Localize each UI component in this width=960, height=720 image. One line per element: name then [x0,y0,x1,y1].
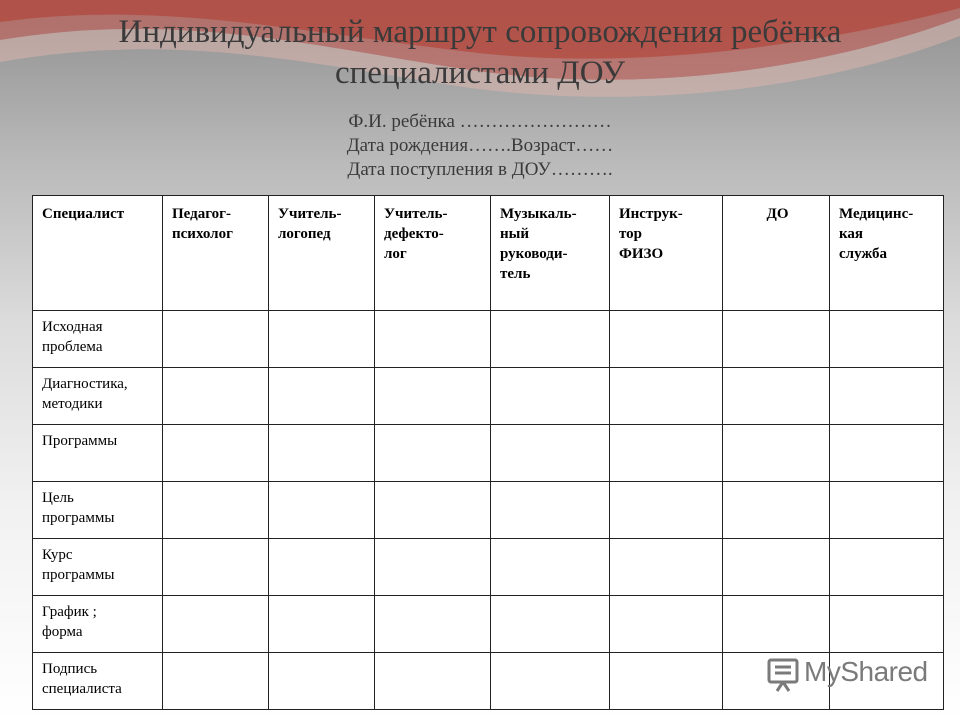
table-row [33,596,944,653]
table-cell-empty[interactable] [723,368,830,425]
table-cell-empty[interactable] [375,311,491,368]
column-header: ДО [723,196,830,311]
table-cell-empty[interactable] [269,482,375,539]
table-cell-empty[interactable] [375,368,491,425]
table-cell-empty[interactable] [375,653,491,710]
table-cell-empty[interactable] [163,653,269,710]
table-cell-empty[interactable] [269,539,375,596]
table-cell-empty[interactable] [491,368,610,425]
table-cell-empty[interactable] [610,653,723,710]
table-cell-empty[interactable] [830,482,944,539]
table-body [33,311,944,710]
column-header: Учитель- дефекто- лог [375,196,491,311]
row-label: Программы [33,425,163,482]
route-table [32,195,944,710]
table-row [33,482,944,539]
table-cell-empty[interactable] [269,311,375,368]
table-cell-empty[interactable] [163,482,269,539]
table-cell-empty[interactable] [830,311,944,368]
table-cell-empty[interactable] [830,425,944,482]
table-row [33,425,944,482]
table-header-row [33,196,944,311]
table-cell-empty[interactable] [610,539,723,596]
table-cell-empty[interactable] [723,596,830,653]
table-cell-empty[interactable] [723,311,830,368]
table-cell-empty[interactable] [610,425,723,482]
table-cell-empty[interactable] [830,368,944,425]
table-cell-empty[interactable] [163,368,269,425]
table-cell-empty[interactable] [269,368,375,425]
row-label: Цель программы [33,482,163,539]
admission-date-line: Дата поступления в ДОУ………. [347,159,613,180]
table-cell-empty[interactable] [610,482,723,539]
title-line-2: специалистами ДОУ [334,55,626,91]
table-row [33,539,944,596]
row-label: Исходная проблема [33,311,163,368]
child-name-line: Ф.И. ребёнка …………………… [348,111,612,132]
table-cell-empty[interactable] [163,311,269,368]
table-cell-empty[interactable] [375,425,491,482]
table-cell-empty[interactable] [375,539,491,596]
column-header: Медицинс- кая служба [830,196,944,311]
table-cell-empty[interactable] [163,539,269,596]
table-row [33,368,944,425]
table-cell-empty[interactable] [491,596,610,653]
column-header: Инструк- тор ФИЗО [610,196,723,311]
table-cell-empty[interactable] [723,539,830,596]
table-cell-empty[interactable] [491,539,610,596]
table-cell-empty[interactable] [830,539,944,596]
watermark-text: MyShared [804,656,928,687]
title-line-1: Индивидуальный маршрут сопровождения ребёнка [118,14,842,50]
row-label: Подпись специалиста [33,653,163,710]
table-cell-empty[interactable] [491,311,610,368]
table-cell-empty[interactable] [375,596,491,653]
table-cell-empty[interactable] [610,596,723,653]
table-cell-empty[interactable] [269,653,375,710]
child-info [0,110,960,182]
table-cell-empty[interactable] [491,482,610,539]
table-cell-empty[interactable] [723,425,830,482]
column-header: Музыкаль- ный руководи- тель [491,196,610,311]
row-label: График ; форма [33,596,163,653]
table-cell-empty[interactable] [375,482,491,539]
table-cell-empty[interactable] [163,425,269,482]
table-cell-empty[interactable] [723,482,830,539]
slideshow-presentation-icon [769,660,797,691]
table-cell-empty[interactable] [163,596,269,653]
table-cell-empty[interactable] [491,653,610,710]
table-cell-empty[interactable] [269,425,375,482]
slide-title [0,12,960,94]
column-header: Педагог- психолог [163,196,269,311]
table-cell-empty[interactable] [830,596,944,653]
table-cell-empty[interactable] [491,425,610,482]
table-row [33,311,944,368]
table-cell-empty[interactable] [610,311,723,368]
column-header: Учитель- логопед [269,196,375,311]
table-cell-empty[interactable] [269,596,375,653]
table-cell-empty[interactable] [610,368,723,425]
birthdate-age-line: Дата рождения…….Возраст…… [346,135,614,156]
row-label: Курс программы [33,539,163,596]
column-header: Специалист [33,196,163,311]
row-label: Диагностика, методики [33,368,163,425]
